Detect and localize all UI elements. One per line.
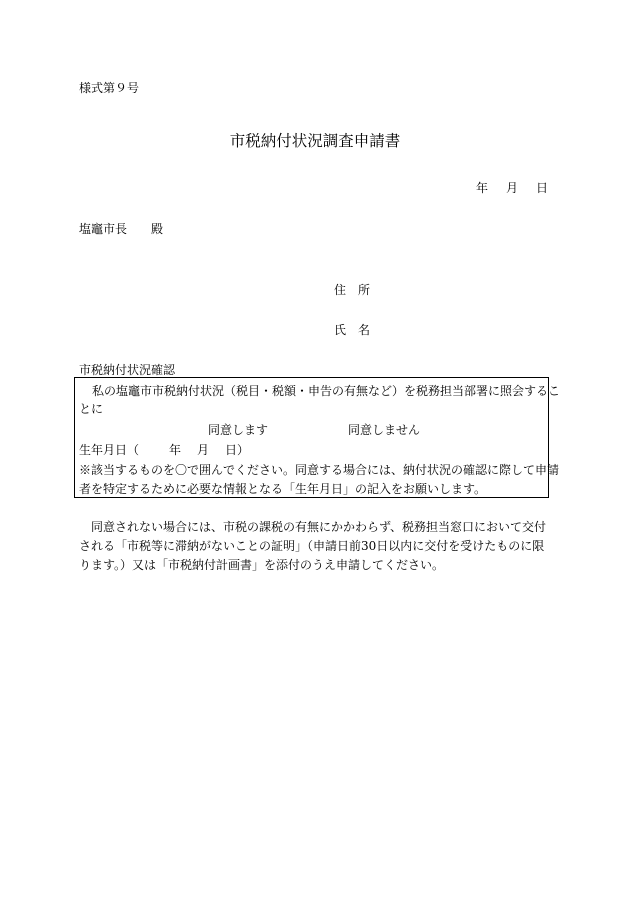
footer-instructions: 同意されない場合には、市税の課税の有無にかかわらず、税務担当窓口において交付される「市税等に滞納がないことの証明」（申請日前30日以内に交付を受けたものに限ります。）又は「市税納付計画書」を添付のうえ申請してください。 [79,520,547,572]
birth-date-label: 生年月日（ [79,443,140,457]
consent-note-line2: 者を特定するために必要な情報となる「生年月日」の記入をお願いします。 [79,482,487,496]
birth-day-label: 日） [225,443,250,457]
date-line [476,180,548,196]
birth-year-label: 年 [169,443,182,457]
document-title: 市税納付状況調査申請書 [229,132,401,150]
addressee-name: 塩竈市長 [79,222,128,236]
date-month-label: 月 [506,181,519,195]
consent-heading: 市税納付状況確認 [79,363,176,377]
consent-box [74,377,561,498]
agree-option[interactable]: 同意します [208,423,269,437]
birth-date-line [79,442,249,458]
addressee-honorific: 殿 [151,222,164,236]
addressee [79,221,163,237]
applicant-name-label: 氏 名 [334,323,371,337]
consent-note-line1: ※該当するものを〇で囲んでください。同意する場合には、納付状況の確認に際して申請 [79,463,560,477]
consent-text-line2: とに [79,402,104,416]
date-day-label: 日 [536,181,549,195]
form-number: 様式第９号 [79,81,140,95]
date-year-label: 年 [476,181,489,195]
birth-month-label: 月 [197,443,210,457]
disagree-option[interactable]: 同意しません [348,423,421,437]
consent-text-line1: 私の塩竈市市税納付状況（税目・税額・申告の有無など）を税務担当部署に照会するこ [92,384,561,398]
applicant-address-label: 住 所 [334,283,371,297]
